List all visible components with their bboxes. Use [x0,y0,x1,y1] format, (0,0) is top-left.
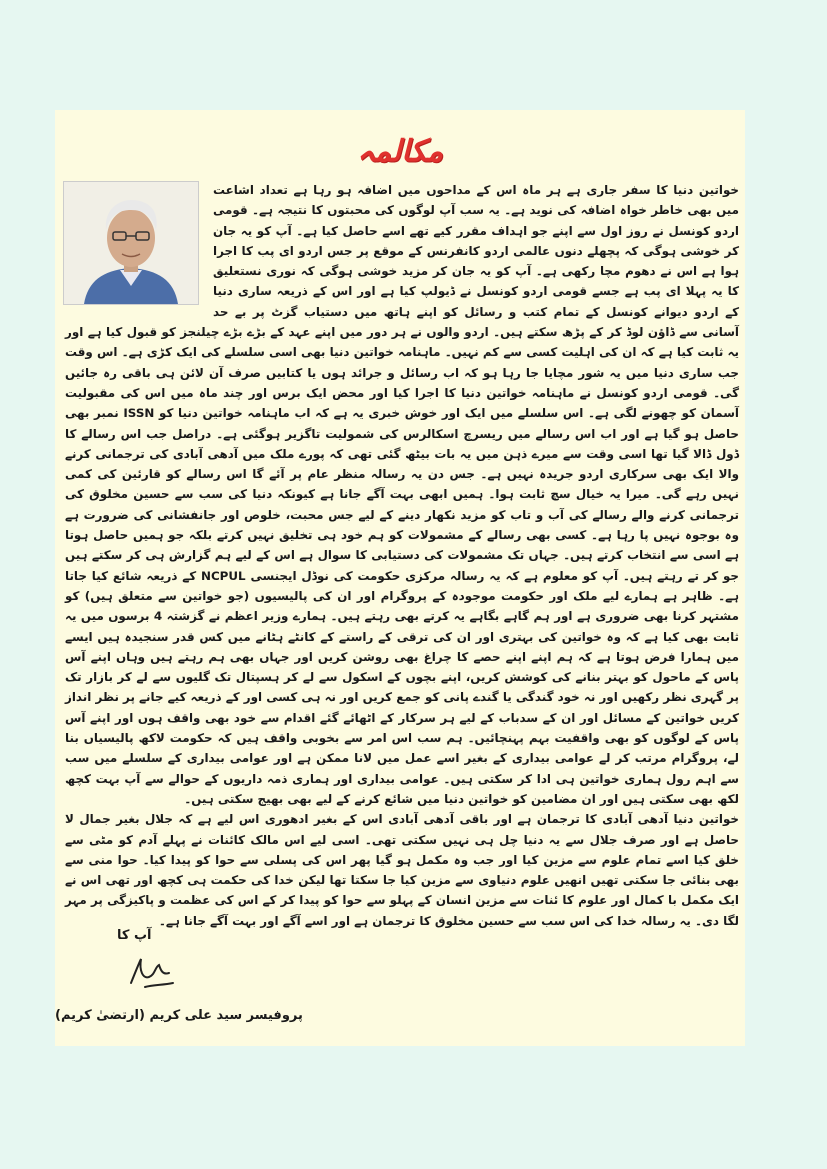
paragraph-2: خواتین دنیا آدھی آبادی کا ترجمان ہے اور باقی آدھی آبادی اس کے بغیر ادھوری اس لیے ہے کہ جلال بغیر جمال لا حاصل ہے اور صرف جلال سے یہ دنیا چل ہی نہیں سکتی تھی۔ اسی لیے اس مالک کائنات نے پہلے آدم کو مٹی سے خلق کیا اسے تمام علوم سے مزین کیا اور جب وہ مکمل ہو گیا پھر اس کی پسلی سے حوا کو پیدا کیا۔ حوا منی سے بھی بنائی جا سکتی تھیں انھیں علوم دنیاوی سے مزین کیا جا سکتا تھا لیکن خدا کی حکمت ہی کچھ اور تھی اس نے ایک مکمل با کمال اور علوم کا ئنات سے مزین انسان کے پہلو سے حوا کو پیدا کر کے اس کی عظمت و پاکیزگی پر مہر لگا دی۔ یہ رسالہ خدا کی اس سب سے حسین مخلوق کا ترجمان ہے اور اسے آگے اور بہت آگے جانا ہے۔ [65,812,739,928]
handwritten-signature-icon [125,953,177,993]
closing-greeting: آپ کا [117,928,152,943]
editorial-body [65,180,739,931]
author-name: پروفیسر سید علی کریم (ارتضیٰ کریم) [55,1008,303,1023]
paragraph-1: خواتین دنیا کا سفر جاری ہے ہر ماہ اس کے مداحوں میں اضافہ ہو رہا ہے تعداد اشاعت میں بھی خاطر خواہ اضافہ کی نوید ہے۔ یہ سب آپ لوگوں کی محبتوں کا نتیجہ ہے۔ قومی اردو کونسل نے روز اول سے اپنے جو اہداف مقرر کیے تھے اسے حاصل کیا ہے۔ آپ کو یہ جان کر خوشی ہوگی کہ پچھلے دنوں عالمی اردو کانفرنس کے موقع پر جس اردو ای پب کا اجرا ہوا ہے اس نے دھوم مچا رکھی ہے۔ آپ کو یہ جان کر مزید خوشی ہوگی کہ نوری نستعلیق کا یہ پہلا ای پب ہے جسے قومی اردو کونسل نے ڈیولپ کیا ہے اور اس کے ذریعہ ساری دنیا کے اردو دیوانے کونسل کے تمام کتب و رسائل کو اپنے ہاتھ میں دستیاب گزٹ پر بے حد آسانی سے ڈاؤن لوڈ کر کے پڑھ سکتے ہیں۔ اردو والوں نے ہر دور میں اپنے عہد کے بڑے بڑے چیلنجز کو قبول کیا ہے اور یہ ثابت کیا ہے کہ ان کی اہلیت کسی سے کم نہیں۔ ماہنامہ خواتین دنیا بھی اسی سلسلے کی ایک کڑی ہے۔ اس وقت جب ساری دنیا میں یہ شور مچایا جا رہا ہو کہ اب رسائل و جرائد ہوں یا کتابیں صرف آن لائن ہی باقی رہ جائیں گی۔ قومی اردو کونسل نے ماہنامہ خواتین دنیا کا اجرا کیا اور محض ایک برس اور چند ماہ میں اس کی مقبولیت آسمان کو چھونے لگی ہے۔ اس سلسلے میں ایک اور خوش خبری یہ ہے کہ اب ماہنامہ خواتین دنیا کو ISSN نمبر بھی حاصل ہو گیا ہے اور اب اس رسالے میں ریسرچ اسکالرس کی شمولیت تاگزیر ہوگئی ہے۔ دراصل جب اس رسالے کا ڈول ڈالا گیا تھا اسی وقت سے میرے ذہن میں یہ بات بیٹھ گئی تھی کہ پورے ملک میں آدھی آبادی کی ترجمانی کرنے والا ایک بھی سرکاری اردو جریدہ نہیں ہے۔ جس دن یہ رسالہ منظر عام پر آئے گا اس رسالے کو قارئین کی کمی نہیں رہے گی۔ میرا یہ خیال سچ ثابت ہوا۔ ہمیں ابھی بہت آگے جانا ہے کیونکہ دنیا کی سب سے حسین مخلوق کی ترجمانی کرنے والے رسالے کی آب و تاب کو مزید نکھار دینے کے لیے جس محبت، خلوص اور جانفشانی کی ضرورت ہے وہ بوجوہ نہیں پا رہا ہے۔ کسی بھی رسالے کے مشمولات کو ہم خود ہی تخلیق نہیں کرتے بلکہ جو ہمیں حاصل ہوتا ہے اسی سے انتخاب کرتے ہیں۔ جہاں تک مشمولات کی دستیابی کا سوال ہے اس کے لیے ہم گزارش ہی کر سکتے ہیں جو کر تے رہتے ہیں۔ آپ کو معلوم ہے کہ یہ رسالہ مرکزی حکومت کی نوڈل ایجنسی NCPUL کے ذریعہ شائع کیا جاتا ہے۔ ظاہر ہے ہمارے لیے ملک اور حکومت موجودہ کے پروگرام اور ان کی پالیسیوں (جو خواتین سے متعلق ہیں) کو مشتہر کرنا بھی ضروری ہے اور ہم گاہے بگاہے یہ کرتے بھی رہتے ہیں۔ ہمارے وزیر اعظم نے گزشتہ 4 برسوں میں یہ ثابت بھی کیا ہے کہ وہ خواتین کی بہتری اور ان کی ترقی کے راستے کے کانٹے ہٹانے میں کس قدر سنجیدہ ہیں ایسے میں ہمارا فرض ہوتا ہے کہ ہم اپنے اپنے حصے کا چراغ بھی روشن کریں اور جہاں بھی ہم رہتے ہیں وہاں اپنے آس پاس کے ماحول کو بہتر بنانے کی کوشش کریں، اپنے بچوں کے اسکول سے لے کر ہسپتال تک گلیوں سے لے کر بازار تک پر گہری نظر رکھیں اور نہ خود گندگی یا گندے پانی کو جمع کریں اور نہ ہی کسی اور کے ذریعہ کیے جانے پر نظر انداز کریں خواتین کے مسائل اور ان کے سدباب کے لیے ہر سرکار کے اٹھائے گئے اقدام سے خود بھی واقف ہوں اور اپنے آس پاس کے لوگوں کو بھی واقفیت بہم پہنچائیں۔ ہم سب اس امر سے بخوبی واقف ہیں کہ حکومت لاکھ پالیسیاں بنا لے، پروگرام مرتب کر لے عوامی بیداری کے بغیر اسے عمل میں لانا ممکن ہے اور عوامی بیداری کے سلسلے میں سب سے اہم رول ہماری خواتین ہی ادا کر سکتی ہیں۔ عوامی بیداری اور ہماری ذمہ داریوں کے حوالے سے آپ بہت کچھ لکھ بھی سکتی ہیں اور ان مضامین کو خواتین دنیا میں شائع کرنے کے لیے بھی بھیج سکتی ہیں۔ [65,183,739,806]
photo-spacer [65,180,205,310]
page-title: مکالمہ [357,134,443,169]
editorial-panel [55,110,745,1046]
